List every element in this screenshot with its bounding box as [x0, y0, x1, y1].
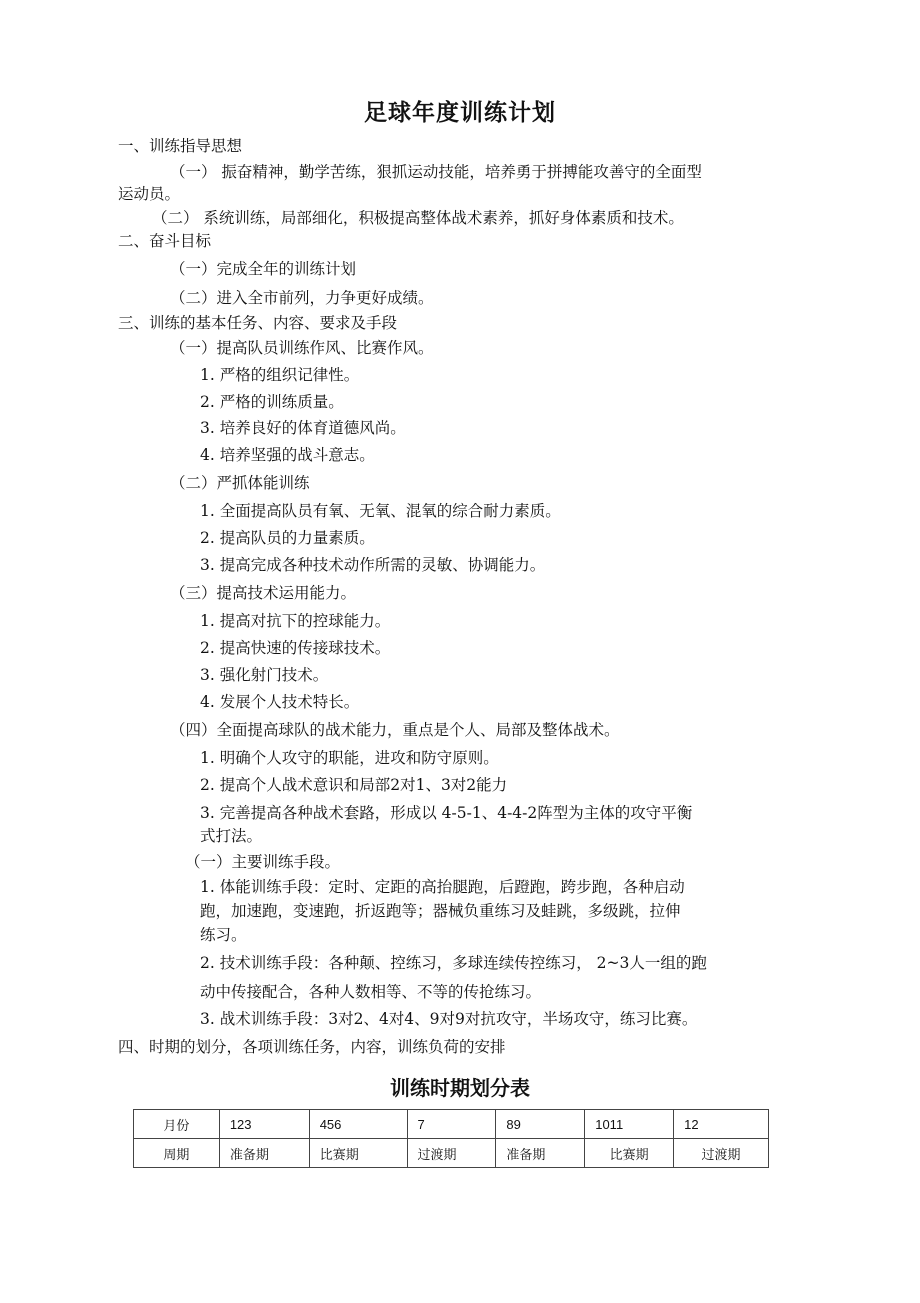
paragraph-line: （二）进入全市前列，力争更好成绩。 [170, 289, 434, 307]
table-cell: 过渡期 [407, 1139, 496, 1168]
subsection-heading: （一）主要训练手段。 [185, 853, 341, 871]
list-item: 3. 培养良好的体育道德风尚。 [200, 419, 406, 437]
list-item: 2. 严格的训练质量。 [200, 393, 344, 411]
list-item: 4. 发展个人技术特长。 [200, 693, 360, 711]
paragraph-line: （一）完成全年的训练计划 [170, 260, 357, 278]
subsection-heading: （二）严抓体能训练 [170, 474, 310, 492]
section-heading: 四、时期的划分，各项训练任务，内容，训练负荷的安排 [118, 1038, 506, 1056]
list-item: 1. 严格的组织记律性。 [200, 366, 360, 384]
list-item-continuation: 练习。 [200, 926, 247, 944]
list-item: 3. 战术训练手段：3对2、4对4、9对9对抗攻守，半场攻守，练习比赛。 [200, 1010, 698, 1028]
table-cell: 456 [309, 1110, 407, 1139]
list-item-continuation: 跑，加速跑，变速跑，折返跑等；器械负重练习及蛙跳，多级跳，拉伸 [200, 902, 681, 920]
period-table [133, 1109, 769, 1168]
list-item: 2. 提高队员的力量素质。 [200, 529, 375, 547]
section-heading: 二、奋斗目标 [118, 232, 212, 250]
list-item: 1. 体能训练手段：定时、定距的高抬腿跑，后蹬跑，跨步跑，各种启动 [200, 878, 685, 896]
list-item: 2. 提高快速的传接球技术。 [200, 639, 391, 657]
table-cell: 周期 [134, 1139, 220, 1168]
list-item: 1. 提高对抗下的控球能力。 [200, 612, 391, 630]
table-cell: 123 [219, 1110, 309, 1139]
table-cell: 准备期 [496, 1139, 585, 1168]
list-item: 1. 全面提高队员有氧、无氧、混氧的综合耐力素质。 [200, 502, 561, 520]
subsection-heading: （四）全面提高球队的战术能力，重点是个人、局部及整体战术。 [170, 721, 620, 739]
list-item: 1. 明确个人攻守的职能，进攻和防守原则。 [200, 749, 499, 767]
table-cell: 比赛期 [585, 1139, 674, 1168]
table-cell: 12 [674, 1110, 769, 1139]
list-item: 3. 强化射门技术。 [200, 666, 329, 684]
table-cell: 月份 [134, 1110, 220, 1139]
section-heading: 三、训练的基本任务、内容、要求及手段 [118, 314, 398, 332]
table-title: 训练时期划分表 [390, 1076, 530, 1100]
list-item: 3. 完善提高各种战术套路，形成以 4-5-1、4-4-2阵型为主体的攻守平衡 [200, 804, 693, 822]
list-item: 3. 提高完成各种技术动作所需的灵敏、协调能力。 [200, 556, 546, 574]
table-cell: 准备期 [219, 1139, 309, 1168]
table-cell: 过渡期 [674, 1139, 769, 1168]
table-cell: 1011 [585, 1110, 674, 1139]
table-row [134, 1139, 769, 1168]
table-row [134, 1110, 769, 1139]
paragraph-line: 运动员。 [118, 185, 181, 203]
section-heading: 一、训练指导思想 [118, 137, 243, 155]
list-item: 2. 提高个人战术意识和局部2对1、3对2能力 [200, 776, 508, 794]
list-item-continuation: 式打法。 [200, 827, 263, 845]
document-title: 足球年度训练计划 [364, 100, 556, 126]
paragraph-line: （一） 振奋精神，勤学苦练，狠抓运动技能，培养勇于拼搏能攻善守的全面型 [170, 163, 702, 181]
table-cell: 89 [496, 1110, 585, 1139]
list-item-continuation: 动中传接配合，各种人数相等、不等的传抢练习。 [200, 983, 542, 1001]
list-item: 4. 培养坚强的战斗意志。 [200, 446, 375, 464]
subsection-heading: （一）提高队员训练作风、比赛作风。 [170, 339, 434, 357]
table-cell: 7 [407, 1110, 496, 1139]
list-item: 2. 技术训练手段：各种颠、控练习，多球连续传控练习， 2~3人一组的跑 [200, 954, 707, 972]
paragraph-line: （二） 系统训练，局部细化，积极提高整体战术素养，抓好身体素质和技术。 [152, 209, 684, 227]
subsection-heading: （三）提高技术运用能力。 [170, 584, 357, 602]
table-cell: 比赛期 [309, 1139, 407, 1168]
